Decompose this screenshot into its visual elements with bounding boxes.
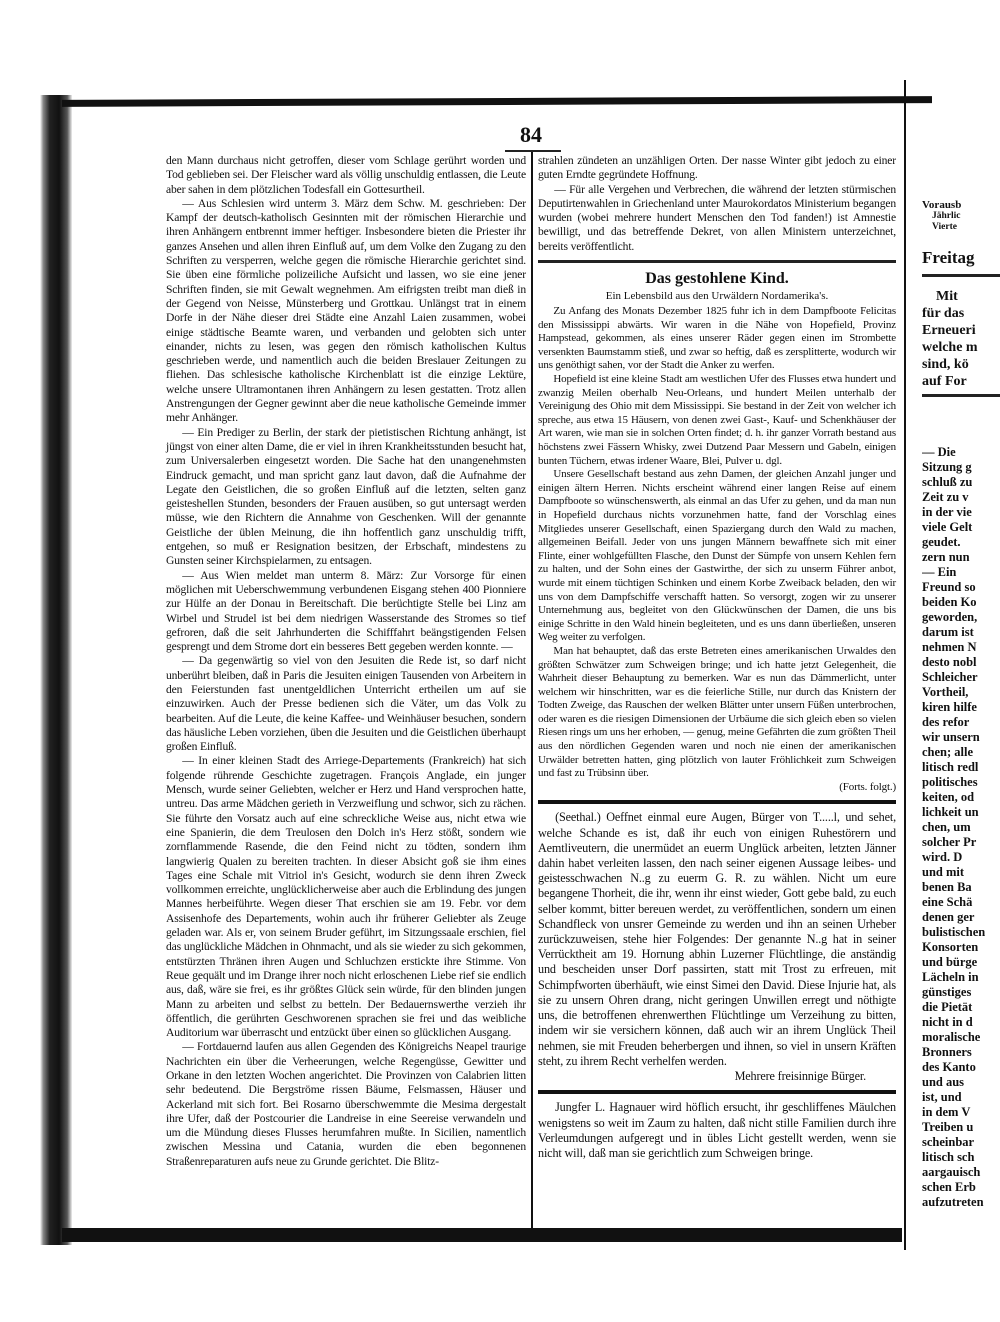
fragment-line: politisches [922, 775, 978, 789]
section-rule [538, 800, 896, 804]
fragment-line: solcher Pr [922, 835, 977, 849]
article-paragraph: — Für alle Vergehen und Verbrechen, die während der letzten stürmischen Deputirtenwahlen in Griechenland unter Maurokordatos Ministerium begangen wurden (wobei mehrere hundert Menschen den Tod fanden!) ist Amnestie bewilligt, und das betreffende Dekret, von allen Ministern unterzeichnet, bereits veröffentlicht. [538, 182, 896, 253]
story-paragraph: Man hat behauptet, daß das erste Betreten eines amerikanischen Urwaldes den größten Schwätzer zum Schweigen bringe; und ich hatte jetzt Gelegenheit, die Wahrheit dieser Behauptung zu bemerken. War es nun das Dämmerlicht, unter welchem wir hinschritten, war es die feierliche Stille, nur durch das Knistern der Todten Zweige, das Rauschen der welken Blätter unter unsern Füßen unterbrochen, oder waren es die riesigen Dimensionen der Urbäume die sich gleich eben so vielen Riesen rings um uns her erhoben, — genug, meine Gefährten die zum größten Theil aus den nördlichen Gegenden waren und noch nie einen der amerikanischen Urwälder betretten hatten, ging plötzlich von lauter Fröhlichkeit zum Schweigen und fast zu Trübsinn über. [538, 644, 896, 780]
fragment-line: Erneueri [922, 323, 976, 338]
article-paragraph: — Aus Wien meldet man unterm 8. März: Zur Vorsorge für einen möglichen mit Ueberschwemmung verbundenen Eisgang stehen 400 Pionniere zur Hülfe an der Donau in Bereitschaft. Die berüchtigte Stelle bei Linz am Wirbel und Strudel ist bei dem niedrigen Wasserstande des Stromes so tief gefroren, daß die seit Jahrhunderten die Schifffahrt beängstigenden Felsen gesprengt und dem Strome dort ein besseres Bett gegeben werden konnte. — [166, 568, 526, 654]
article-paragraph: — Ein Prediger zu Berlin, der stark der pietistischen Richtung anhängt, ist jüngst von einer alten Dame, die er viel in ihren Krankheitsstunden besucht hat, zum Universalerben eingesetzt worden. Die Sache hat den unangenehmsten Eindruck gemacht, und man spricht ganz laut davon, daß die Aufnahme der Legate den Geistlichen, die so großen Einfluß auf die letzten, selten ganz geisteshellen Stunden, besonders der Frauen ausüben, so gut untersagt werden müsse, wie den Richtern die Annahme von Geschenken. Will der genannte Geistliche der üblen Meinung, die ihn hoffentlich ganz unschuldig trifft, entgehen, so muß er Resignation besitzen, der Erbschaft, mindestens zu Gunsten seiner Kirchspielarmen, zu entsagen. [166, 425, 526, 568]
article-paragraph: — Da gegenwärtig so viel von den Jesuiten die Rede ist, so darf nicht unberührt bleiben, daß in Paris die Jesuiten einigen Tausenden von Arbeitern in den Feierstunden fast unentgeldlichen Unterricht ertheilen um auf sie einzuwirken. Auch der Presse bedienen sich die Väter, um das Volk zu bearbeiten. Auf die Leute, die keine Kaffee- und Weinhäuser besuchen, sondern das häusliche Leben vorziehen, üben die Jesuiten und die Geistlichen überhaupt großen Einfluß. [166, 654, 526, 754]
fragment-line: des refor [922, 715, 970, 729]
fragment-line: aargauisch [922, 1165, 981, 1179]
fragment-line: in dem V [922, 1105, 971, 1119]
fragment-line: Jährlic [932, 211, 961, 221]
fragment-line: Vorausb [922, 200, 962, 211]
story-paragraph: Hopefield ist eine kleine Stadt am westlichen Ufer des Flusses etwa hundert und zwanzig Meilen oberhalb Neu-Orleans, und hundert Meilen unterhalb der Vereinigung des Ohio mit dem Mississippi. Sie bestand in der Zeit von welcher ich spreche, aus etwa 15 Häusern, von denen zwei Gast-, Kauf- und Schenkhäuser der Art waren, wie man sie in solchen Orten findet; d. h. ihr ganzer Vorrath bestand aus höchstens zwei Fässern Whisky, zwei Dutzend Paar Messern und Gabeln, einigen bunten Tüchern, etwas irdener Waare, Blei, Pulver u. dgl. [538, 373, 896, 467]
top-rule [62, 96, 932, 107]
notice-text: (Seethal.) Oeffnet einmal eure Augen, Bürger von T.....l, und sehet, welche Schande es ist, daß ihr euch von einigen Ruhestörern und Aemtliveutern, die unermüdet an euerm Unglück arbeiten, letzten Jänner dahin habet verleiten lassen, den nach seiner eigenen Aussage leibes- und geistesschwachen N..g zu euerm G. R. zu wählen. Nicht um eure begangene Thorheit, die ihr, wenn ihr einst wieder, Gott gebe bald, zu euch selber kommt, bitter bereuen werdet, zu veröffentlichen, sondern um einen Schandfleck von unsrer Gemeinde zu werden und ihn an seinen Urheber zurückzuweisen, stehe hier Folgendes: Der genannte N..g hat in seiner Verrücktheit am 19. Hornung abhin Luzerner Flüchtlinge, die anständig und bescheiden unser Dorf passirten, statt mit Trost zu erfreuen, mit Schimpfworten überhäuft, wie einst Simei den David. Diese Injurie hat, als sie zu unsern Ohren drang, nicht geringen Unwillen erregt und nöthigte uns, die betroffenen ehrenwerthen Flüchtlinge um Verzeihung zu bitten, indem wir sie versichern können, daß auch wir an ihrem Unglück Theil nehmen, sie mit Freuden beherbergen und ihnen, so viel in unsern Kräften steht, zu ihrem Recht verhelfen werden. [538, 810, 896, 1068]
fragment-line: darum ist [922, 625, 974, 639]
fragment-line: benen Ba [922, 880, 972, 894]
fragment-line: nehmen N [922, 640, 977, 654]
right-column [538, 154, 896, 1162]
fragment-line: Bronners [922, 1045, 972, 1059]
fragment-line: des Kanto [922, 1060, 976, 1074]
fragment-line: desto nobl [922, 655, 977, 669]
section-rule [538, 260, 896, 263]
fragment-line: zern nun [922, 550, 970, 564]
next-page-header [922, 200, 1000, 233]
fragment-line: auf For [922, 374, 967, 389]
page-number: 84 [520, 122, 542, 147]
fragment-line: für das [922, 306, 965, 321]
story-body [538, 305, 896, 794]
fragment-line: welche m [922, 340, 978, 355]
fragment-line: denen ger [922, 910, 975, 924]
fragment-line: geworden, [922, 610, 978, 624]
fragment-line: litisch sch [922, 1150, 975, 1164]
fragment-line: litisch redl [922, 760, 979, 774]
section-rule [538, 1090, 896, 1094]
notice-hagnauer [538, 1100, 896, 1162]
fragment-line: bulistischen [922, 925, 986, 939]
fragment-rule [922, 394, 1000, 397]
fragment-line: beiden Ko [922, 595, 977, 609]
fragment-line: günstiges [922, 985, 972, 999]
fragment-line: lichkeit un [922, 805, 979, 819]
notice-seethal [538, 810, 896, 1084]
fragment-line: Schleicher [922, 670, 978, 684]
fragment-line: und aus [922, 1075, 965, 1089]
page-edge-divider [904, 80, 906, 1250]
next-page-notice [922, 288, 1000, 390]
fragment-line: Konsorten [922, 940, 979, 954]
fragment-line: wir unsern [922, 730, 980, 744]
notice-text: Jungfer L. Hagnauer wird höflich ersucht, ihr geschliffenes Mäulchen wenigstens so weit im Zaum zu halten, daß nicht stille Familien durch ihre Verleumdungen aufgeregt und in übles Licht gestellt werden, wenn sie nicht will, daß man sie gerichtlich zum Schweigen bringe. [538, 1100, 896, 1161]
page-number-underline [505, 150, 561, 152]
next-page-day: Freitag [922, 248, 975, 267]
fragment-line: sind, kö [922, 357, 969, 372]
fragment-line: und bürge [922, 955, 978, 969]
fragment-line: Mit [936, 289, 958, 304]
fragment-line: ist, und [922, 1090, 962, 1104]
fragment-rule [922, 274, 1000, 277]
fragment-line: in der vie [922, 505, 972, 519]
book-binding-shadow [40, 95, 72, 1245]
article-paragraph: strahlen zündeten an unzähligen Orten. Der nasse Winter gibt jedoch zu einer guten Erndte gegründete Hoffnung. [538, 154, 896, 182]
story-paragraph: Unsere Gesellschaft bestand aus zehn Damen, der gleichen Anzahl junger und einigen ältern Herren. Nichts erscheint während einer langen Reise auf einem Dampfboote so wünschenswerth, als einmal an das Ufer zu gehen, und da man nun in Hopefield durchaus nichts vorzunehmen hatte, fand der Vorschlag eines Mitgliedes unserer Gesellschaft, einen Spaziergang durch den Wald zu machen, allgemeinen Beifall. Jeder von uns jungen Männern bewaffnete sich mit einer Flinte, einer wohlgefüllten Flasche, den Dunst der Sümpfe von unsern Kehlen fern zu halten, und der Sohn eines der Gastwirthe, der sich zu unserm Führer anbot, wurde mit einem tüchtigen Schinken und einem Korbe Zweiback beladen, den wir uns von dem Dampfschiffe verschafft hatten. So versorgt, zogen wir zu unserer Unternehmung aus, begleitet von den Glückwünschen der Damen, die uns bis einige Schritte in den Wald hinein begleiteten, und es uns dann überließen, unseren Weg weiter zu verfolgen. [538, 468, 896, 644]
story-paragraph: Zu Anfang des Monats Dezember 1825 fuhr ich in dem Dampfboote Felicitas den Mississippi abwärts. Wir waren in die Nähe von Hopefield, Provinz Hampstead, gekommen, als eines unserer Räder gegen einen im Strombette versenkten Baumstamm stieß, und zwar so heftig, daß es zersplitterte, wodurch wir uns genöthigt sahen, vor der Stadt die Anker zu werfen. [538, 305, 896, 372]
fragment-line: Vierte [932, 222, 957, 232]
fragment-line: aufzutreten [922, 1195, 984, 1209]
fragment-line: nicht in d [922, 1015, 973, 1029]
left-column [166, 154, 526, 1169]
fragment-line: eine Schä [922, 895, 973, 909]
fragment-line: die Pietät [922, 1000, 973, 1014]
fragment-line: geudet. [922, 535, 961, 549]
fragment-line: Vortheil, [922, 685, 969, 699]
fragment-line: chen; alle [922, 745, 974, 759]
continued-note: (Forts. folgt.) [839, 780, 896, 793]
article-paragraph: den Mann durchaus nicht getroffen, dieser vom Schlage gerührt worden und Tod geblieben sei. Der Fleischer ward als völlig unschuldig entlassen, die Leute aber sahen in dem plötzlichen Todesfall ein Gottesurtheil. [166, 154, 526, 196]
bottom-rule [62, 1228, 902, 1242]
fragment-line: moralische [922, 1030, 981, 1044]
fragment-line: wird. D [922, 850, 963, 864]
notice-signature: Mehrere freisinnige Bürger. [734, 1068, 866, 1083]
fragment-line: — Die [922, 445, 956, 459]
fragment-line: Sitzung g [922, 460, 972, 474]
next-page-body [922, 445, 1000, 1210]
fragment-line: scheinbar [922, 1135, 975, 1149]
fragment-line: viele Gelt [922, 520, 973, 534]
article-paragraph: — Fortdauernd laufen aus allen Gegenden des Königreichs Neapel traurige Nachrichten ein über die Verheerungen, welche Regengüsse, Gewitter und Orkane in den letzten Wochen angerichtet. Die Provinzen von Calabrien litten sehr bedeutend. Die Bergströme rissen Bäume, Felsmassen, Häuser und Ackerland mit sich fort. Bei Rosarno überschwemmte die Mesima dergestalt ihre Ufer, daß der Postcourier die Landreise in eine Seereise verwandeln und um die Mündung dieses Flusses herumfahren mußte. In Sicilien, namentlich zwischen Messina und Catania, wurden die eben begonnenen Straßenreparaturen aufs neue zu Grunde gerichtet. Die Blitz- [166, 1040, 526, 1168]
right-column-news [538, 154, 896, 254]
fragment-line: Lächeln in [922, 970, 979, 984]
fragment-line: kiren hilfe [922, 700, 977, 714]
story-title: Das gestohlene Kind. [645, 270, 789, 288]
fragment-line: chen, um [922, 820, 971, 834]
fragment-line: schen Erb [922, 1180, 976, 1194]
fragment-line: — Ein [922, 565, 957, 579]
article-paragraph: — In einer kleinen Stadt des Arriege-Departements (Frankreich) hat sich folgende rührende Geschichte zugetragen. François Anglade, ein junger Mensch, wurde seiner Geliebten, welcher er Herz und Hand versprochen hatte, untreu. Das arme Mädchen gerieth in Verzweiflung und schwor, sich zu rächen. Sie führte den Vorsatz auch auf eine schreckliche Weise aus, nicht etwa wie eine Spanierin, die dem Treulosen den Dolch in's Herz stößt, sondern wie zornflammende Rasende, die den Feind nicht zu tödten, sondern ihm langwierig Qualen zu bereiten trachten. In dieser Absicht goß sie ihm eines Tages eine Schale mit Vitriol in's Gesicht, wodurch sie denn ihren Zweck vollkommen erreichte, unglücklicherweise aber auch die Erblindung des jungen Mannes herbeiführte. Wegen dieser That erschien sie am 19. Febr. vor dem Assisenhofe des Departements, wohin auch ihr früherer Geliebter als Zeuge geladen war. Als er, von seinem Bruder geführt, im Sitzungssaale erschien, fiel das unglückliche Mädchen in Ohnmacht, und als sie wieder zu sich gekommen, entstürzten Thränen ihren Augen und Schluchzen erstickte ihre Stimme. Von Reue gequält und im Drange ihrer noch nicht erloschenen Liebe rief sie endlich aus, daß, wäre sie frei, es ihr größtes Glück sein würde, für den blinden jungen Mann zu arbeiten und selbst zu betteln. Der Bedauernswerthe verzieh ihr öffentlich, die gerührten Geschworenen sprachen sie frei und das weibliche Auditorium war überrascht und entzückt über einen so glücklichen Ausgang. [166, 754, 526, 1040]
fragment-line: Zeit zu v [922, 490, 969, 504]
fragment-line: schluß zu [922, 475, 973, 489]
article-paragraph: — Aus Schlesien wird unterm 3. März dem Schw. M. geschrieben: Der Kampf der deutsch-katholisch Gesinnten mit der römischen Hierarchie und ihren Anhängern entbrennt immer heftiger. Insbesondere bieten die Priester ihr ganzes Ansehen und allen ihren Einfluß auf, um dem Volke den Zugang zu den Schriften zu versperren, welche gegen die römische Hierarchie gerichtet sind. Sie üben eine förmliche polizeiliche Aufsicht und lassen, wo sie eine jener Schriften finden, sie mit Gewalt wegnehmen. Am eifrigsten treibt man dieß in der Gegend von Neisse, Münsterberg und Grottkau. Unlängst trat in einem Dorfe in der Nähe dieser drei Städte eine Anzahl Laien zusammen, wobei einige städtische Beamte waren, und verbanden und gelobten sich unter einander, nichts zu lesen, was gegen den römisch katholischen Kultus geschrieben werde, und namentlich auch die beiden Breslauer Zeitungen zu fliehen. Das schlesische katholische Kirchenblatt ist die einzige Lektüre, welche unsere Ultramontanen ihren Anhängern zu lesen gestatten. Trotz allen Anstrengungen der Gegner gewinnt aber die neue katholische Gemeinde immer mehr Anhänger. [166, 196, 526, 425]
fragment-line: Treiben u [922, 1120, 974, 1134]
fragment-line: und mit [922, 865, 965, 879]
column-divider [531, 152, 533, 1232]
fragment-line: keiten, od [922, 790, 975, 804]
fragment-line: Freund so [922, 580, 976, 594]
story-subtitle: Ein Lebensbild aus den Urwäldern Nordamerika's. [605, 290, 829, 303]
